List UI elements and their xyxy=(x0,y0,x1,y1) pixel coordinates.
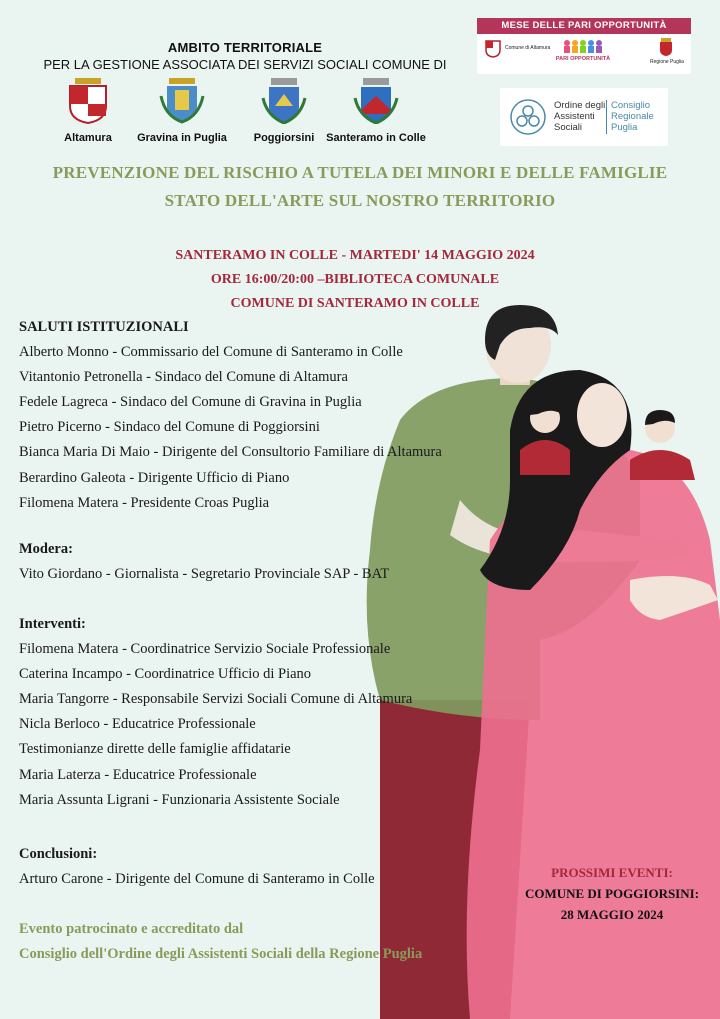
crest-santeramo xyxy=(326,76,426,144)
interventi-section xyxy=(19,612,412,813)
gravina-crest-icon xyxy=(159,76,205,124)
consiglio-line1: Consiglio xyxy=(611,100,651,111)
interventi-item: Testimonianze dirette delle famiglie affidatarie xyxy=(19,741,291,758)
crest-gravina xyxy=(132,76,232,144)
consiglio-line2: Regionale xyxy=(611,111,654,122)
logo-divider xyxy=(606,100,607,134)
conclusioni-heading: Conclusioni: xyxy=(19,846,98,862)
comune-name-santeramo: Santeramo in Colle xyxy=(326,132,426,144)
event-time-venue: ORE 16:00/20:00 –BIBLIOTECA COMUNALE xyxy=(210,272,500,287)
modera-heading: Modera: xyxy=(19,541,73,557)
interventi-item: Maria Tangorre - Responsabile Servizi Sociali Comune di Altamura xyxy=(19,691,413,708)
saluti-item: Vitantonio Petronella - Sindaco del Comune di Altamura xyxy=(19,369,348,386)
modera-item: Vito Giordano - Giornalista - Segretario Provinciale SAP - BAT xyxy=(19,566,390,583)
event-title-line1: PREVENZIONE DEL RISCHIO A TUTELA DEI MINORI E DELLE FAMIGLIE xyxy=(52,163,668,182)
saluti-item: Bianca Maria Di Maio - Dirigente del Consultorio Familiare di Altamura xyxy=(19,444,442,461)
prossimi-comune: COMUNE DI POGGIORSINI: xyxy=(524,886,700,901)
saluti-item: Alberto Monno - Commissario del Comune di Santeramo in Colle xyxy=(19,344,403,361)
conclusioni-item: Arturo Carone - Dirigente del Comune di Santeramo in Colle xyxy=(19,871,375,888)
santeramo-crest-icon xyxy=(353,76,399,124)
interventi-item: Maria Assunta Ligrani - Funzionaria Assistente Sociale xyxy=(19,791,340,808)
prossimi-date: 28 MAGGIO 2024 xyxy=(560,907,664,922)
comune-name-altamura: Altamura xyxy=(64,132,112,144)
saluti-item: Pietro Picerno - Sindaco del Comune di Poggiorsini xyxy=(19,419,320,436)
interventi-item: Filomena Matera - Coordinatrice Servizio Sociale Professionale xyxy=(19,641,391,658)
saluti-item: Filomena Matera - Presidente Croas Puglia xyxy=(19,494,270,511)
prossimi-title: PROSSIMI EVENTI: xyxy=(551,865,673,880)
event-place-date: SANTERAMO IN COLLE - MARTEDI' 14 MAGGIO 2024 xyxy=(175,248,535,263)
comune-name-poggiorsini: Poggiorsini xyxy=(253,132,315,144)
interventi-item: Maria Laterza - Educatrice Professionale xyxy=(19,766,257,783)
ordine-line2: Assistenti xyxy=(554,111,595,122)
pari-opportunita-logo xyxy=(477,18,691,74)
mother-face xyxy=(577,383,627,447)
ambito-header xyxy=(0,40,490,72)
ordine-line3: Sociali xyxy=(554,122,582,133)
interventi-item: Caterina Incampo - Coordinatrice Ufficio di Piano xyxy=(19,666,312,683)
pari-left-label: Comune di Altamura xyxy=(505,45,551,51)
poggiorsini-crest-icon xyxy=(261,76,307,124)
crests-row xyxy=(50,76,450,148)
saluti-heading: SALUTI ISTITUZIONALI xyxy=(19,319,189,335)
saluti-section xyxy=(19,315,442,516)
patrocinio-line1: Evento patrocinato e accreditato dal xyxy=(19,921,244,937)
saluti-item: Fedele Lagreca - Sindaco del Comune di Gravina in Puglia xyxy=(19,394,362,411)
child-left-body xyxy=(520,440,570,475)
conclusioni-section xyxy=(19,842,375,892)
pari-right-label: Regione Puglia xyxy=(650,59,684,65)
ordine-line1: Ordine degli xyxy=(554,100,606,111)
patrocinio-note xyxy=(19,917,422,967)
event-comune: COMUNE DI SANTERAMO IN COLLE xyxy=(230,296,480,311)
altamura-small-crest-icon xyxy=(485,40,501,58)
modera-section xyxy=(19,537,389,587)
pari-banner: MESE DELLE PARI OPPORTUNITÀ xyxy=(477,18,691,34)
pari-center-label: PARI OPPORTUNITÀ xyxy=(555,56,611,62)
comune-name-gravina: Gravina in Puglia xyxy=(137,132,227,144)
consiglio-line3: Puglia xyxy=(611,122,638,133)
prossimi-eventi xyxy=(512,862,712,925)
patrocinio-line2: Consiglio dell'Ordine degli Assistenti Sociali della Regione Puglia xyxy=(19,946,423,962)
ambito-subtitle: PER LA GESTIONE ASSOCIATA DEI SERVIZI SOCIALI COMUNE DI xyxy=(43,57,447,72)
saluti-item: Berardino Galeota - Dirigente Ufficio di Piano xyxy=(19,469,290,486)
event-title-line2: STATO DELL'ARTE SUL NOSTRO TERRITORIO xyxy=(164,191,556,210)
ordine-text xyxy=(554,100,605,133)
ordine-emblem-icon xyxy=(509,98,547,136)
regione-puglia-crest-icon xyxy=(659,38,673,56)
altamura-crest-icon xyxy=(65,76,111,124)
crest-poggiorsini xyxy=(234,76,334,144)
people-group-icon xyxy=(563,39,603,53)
ambito-title: AMBITO TERRITORIALE xyxy=(167,40,323,55)
interventi-heading: Interventi: xyxy=(19,616,86,632)
crest-altamura xyxy=(38,76,138,144)
consiglio-text xyxy=(611,100,654,133)
ordine-assistenti-logo xyxy=(500,88,668,146)
interventi-item: Nicla Berloco - Educatrice Professionale xyxy=(19,716,256,733)
